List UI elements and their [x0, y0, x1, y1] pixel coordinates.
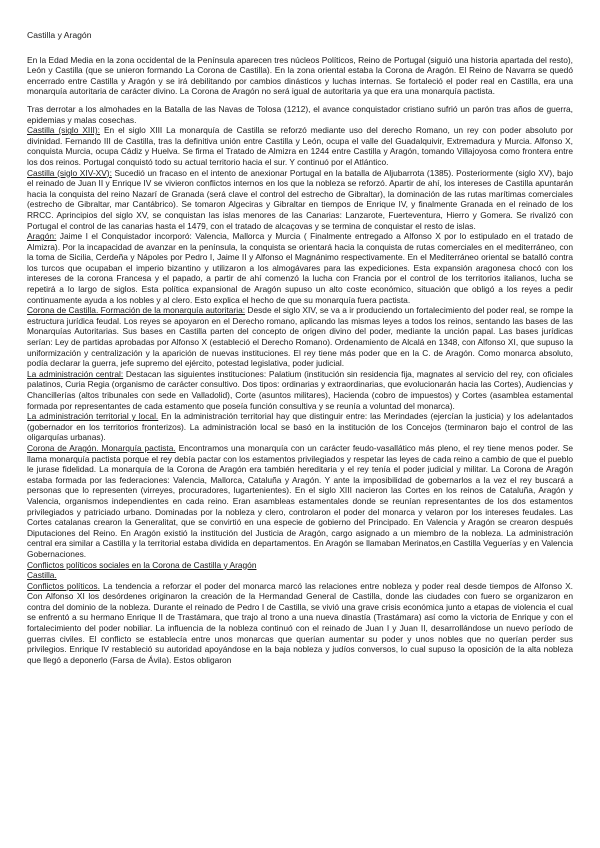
section-heading: Conflictos políticos. [27, 580, 100, 591]
castilla-subheading [27, 570, 573, 581]
section-castilla-xiv-xv [27, 168, 573, 232]
section-conflictos-politicos [27, 581, 573, 666]
section-text: En el siglo XIII La monarquía de Castilla se reforzó mediante uso del derecho Romano, un rey con poder absoluto por divinidad. Fernando III de Castilla, tras la definitiva unión entre Castilla y León, ocupa el valle del Guadalquivir, Extremadura y Murcia. Alfonso X, conquista Murcia, ocupa Cádiz y Huelva. Se firma el Tratado de Almizra en 1244 entre Castilla y Aragón, tomando Villajoyosa como frontera entre los dos reinos. Portugal conquistó todo su actual territorio hacia el sur. Y continuó por el Atlántico. [27, 125, 574, 167]
section-text: La tendencia a reforzar el poder del monarca marcó las relaciones entre nobleza y poder real desde tiempos de Alfonso X. Con Alfonso XI los desórdenes originaron la creación de la Hermandad General de Castilla, donde las ciudades con fuero se organizaron en contra del dominio de la nobleza. Durante el reinado de Pedro I de Castilla, se vivió una grave crisis económica junto a etapas de violencia el cual se enfrentó a su hermano Enrique II de Trastámara, que trajo al trono a una nueva dinastía (Trastámara) así como la victoria de Enrique y con el fortalecimiento del poder nobiliar. La influencia de la nobleza continuó con el reinado de Juan I y Juan II, desarrollándose un nuevo período de guerras civiles. El conflicto se establecía entre unos monarcas que querían aumentar su poder y unos nobles que no querían perder sus privilegios. Enrique IV restableció su autoridad apoyándose en la baja nobleza y judíos conversos, lo cual supuso la oposición de la alta nobleza que llegó a deponerlo (Farsa de Ávila). Estos obligaron [27, 580, 574, 665]
section-castilla-xiii [27, 125, 573, 167]
section-admin-central [27, 369, 573, 411]
section-heading: La administración central: [27, 368, 124, 379]
section-heading: Corona de Castilla. Formación de la monarquía autoritaria: [27, 305, 246, 316]
section-text: Encontramos una monarquía con un carácter feudo-vasallático más pleno, el rey tiene menos poder. Se llama monarquía pactista porque el rey debía pactar con los estamentos privilegiados y respetar las leyes de cada reino a cambio de que el pueblo le jurase fidelidad. La monarquía de la Corona de Aragón era también hereditaria y el rey tenía el poder judicial y militar. La Corona de Aragón estaba formada por las federaciones: Valencia, Mallorca, Cataluña y Aragón. Y ante la imposibilidad de gobernarlos a la vez el rey buscará a personas que lo representen (virreyes, procuradores, lugartenientes). En el siglo XIII nacieron las Cortes en los reinos de Cataluña, Aragón y Valencia, organismos independientes en cada reino. Eran asambleas estamentales donde se reunían representantes de los dos estamentos privilegiados y patriciado urbano. Dominadas por la nobleza y clero, controlaron el poder del monarca y velaron por los intereses feudales. Las Cortes catalanas crearon la Generalitat, que se convirtió en una especie de gobierno del Principado. En Valencia y Aragón se crearon después Diputaciones del Reino. En Aragón existió la institución del Justicia de Aragón, cargo asignado a un miembro de la nobleza. La administración central era similar a Castilla y la territorial estaba dividida en departamentos. En Aragón se llamaban Merinatos,en Castilla Veguerías y en Valencia Gobernaciones. [27, 442, 573, 559]
document-title: Castilla y Aragón [27, 30, 92, 40]
section-text: Destacan las siguientes instituciones: Palatium (institución sin residencia fija, magnates al servicio del rey, con oficiales palatinos, Curia Regia (organismo de carácter consultivo. Dos tipos: ordinarias y extraordinarias, que evolucionarán hacia las Cortes), Audiencias y Chancillerías (altos tribunales con sede en Valladolid), Corte (asuntos militares), Hacienda (cobro de impuestos) y Cortes (asamblea estamental formada por representantes de cada estamento que poseía función consultiva y se reunía a voluntad del monarca). [27, 368, 573, 411]
section-text: Jaime I el Conquistador incorporó: Valencia, Mallorca y Murcia ( Finalmente entregado a Alfonso X por lo estipulado en el tratado de Almizra). Por la incapacidad de avanzar en la península, la conquista se orientará hacia la conquista de rutas comerciales en el mediterráneo, con la toma de Sicilia, Cerdeña y Nápoles por Pedro I, Jaime II y Alfonso el Magnánimo respectivamente. En el Mediterráneo oriental se batalló contra los turcos que ocupaban el imperio bizantino y utilizaron a los almogávares para las expediciones. Esta expansión aragonesa chocó con los intereses de la corona Francesa y el papado, a partir de ahí comenzó la lucha con Francia por el control de los territorios italianos, lucha se repetirá a lo largo de siglos. Esta política expansional de Aragón supuso un alto coste económico, situación que obligó a los reyes a pedir continuamente ayuda a los nobles y al clero. Esto explica el hecho de que su monarquía fuera pactista. [27, 231, 573, 305]
section-aragon [27, 231, 573, 305]
section-heading: Castilla (siglo XIV-XV): [27, 167, 112, 178]
spacer [27, 97, 573, 104]
section-admin-territorial [27, 411, 573, 443]
section-text: Sucedió un fracaso en el intento de anexionar Portugal en la batalla de Aljubarrota (1385). Posteriormente (siglo XV), bajo el reinado de Juan II y Enrique IV se vivieron conflictos internos en los que la nobleza se reforzó. Apartir de ahí, los intereses de Castilla apuntarán hacia la conquista del reino Nazarí de Granada (será clave el control del estrecho de Gibraltar), la dominación de las rutas marítimas comerciales (estrecho de Gibraltar, mar Cantábrico). Se tomaron Algeciras y Gibraltar en tiempos de Enrique IV, y finalmente Granada en el reinado de los RRCC. Aprincipios del siglo XV, se conquistan las islas menores de las Canarias: Lanzarote, Fuerteventura, Hierro y Gomera. Se rivalizó con Portugal el control de las canarias hasta el 1479, con el tratado de alcaçovas y se termina de conquistar el resto de islas. [27, 167, 573, 231]
section-corona-castilla [27, 305, 573, 369]
section-heading: Corona de Aragón. Monarquía pactista. [27, 442, 176, 453]
section-heading: La administración territorial y local. [27, 411, 159, 422]
intro-paragraph-1: En la Edad Media en la zona occidental de la Península aparecen tres núcleos Políticos, Reino de Portugal (siguió una historia apartada del resto), León y Castilla (que se unieron formando La Corona de Castilla). En la zona oriental estaba la Corona de Aragón. El Reino de Navarra se quedó encerrado entre Castilla y Aragón y se irá debilitando por cambios dinásticos y luchas internas. Se fortaleció el poder real en Castilla, era una monarquía autoritaria de carácter divino. La Corona de Aragón no será igual de autoritaria ya que era una monarquía pactista. [27, 54, 573, 97]
section-heading: Castilla. [27, 570, 57, 581]
section-heading: Conflictos políticos sociales en la Corona de Castilla y Aragón [27, 559, 257, 570]
section-corona-aragon [27, 443, 573, 560]
section-heading: Aragón: [27, 231, 57, 242]
section-heading: Castilla (siglo XIII): [27, 125, 101, 136]
conflictos-heading [27, 560, 573, 571]
section-text: Desde el siglo XIV, se va a ir produciendo un fortalecimiento del poder real, se rompe la estructura jurídica feudal. Los reyes se apoyaron en el Derecho romano, aplicando las mismas leyes a todos los reinos, sentando las bases de las Monarquías Autoritarias. Sus bases en Castilla parten del concepto de origen divino del poder, mediante la unción papal. Las bases jurídicas serían: Ley de partidas aprobadas por Alfonso X (estableció el Derecho Romano). Ordenamiento de Alcalá en 1348, con Alfonso XI, que supuso la uniformización y centralización y la aparición de nuevas instituciones. El rey tiene más poder que en la C. de Aragón. Como monarca absoluto, podía declarar la guerra, jefe supremo del ejército, potestad legislativa, poder judicial. [27, 305, 573, 369]
intro-paragraph-2: Tras derrotar a los almohades en la Batalla de las Navas de Tolosa (1212), el avance conquistador cristiano sufrió un parón tras años de guerra, epidemias y malas cosechas. [27, 103, 573, 125]
section-text: En la administración territorial hay que distinguir entre: las Merindades (ejercían la justicia) y los adelantados (gobernador en los territorios fronterizos). La administración local se basó en la institución de los Concejos (terminaron bajo el control de las oligarquías urbanas). [27, 411, 574, 443]
